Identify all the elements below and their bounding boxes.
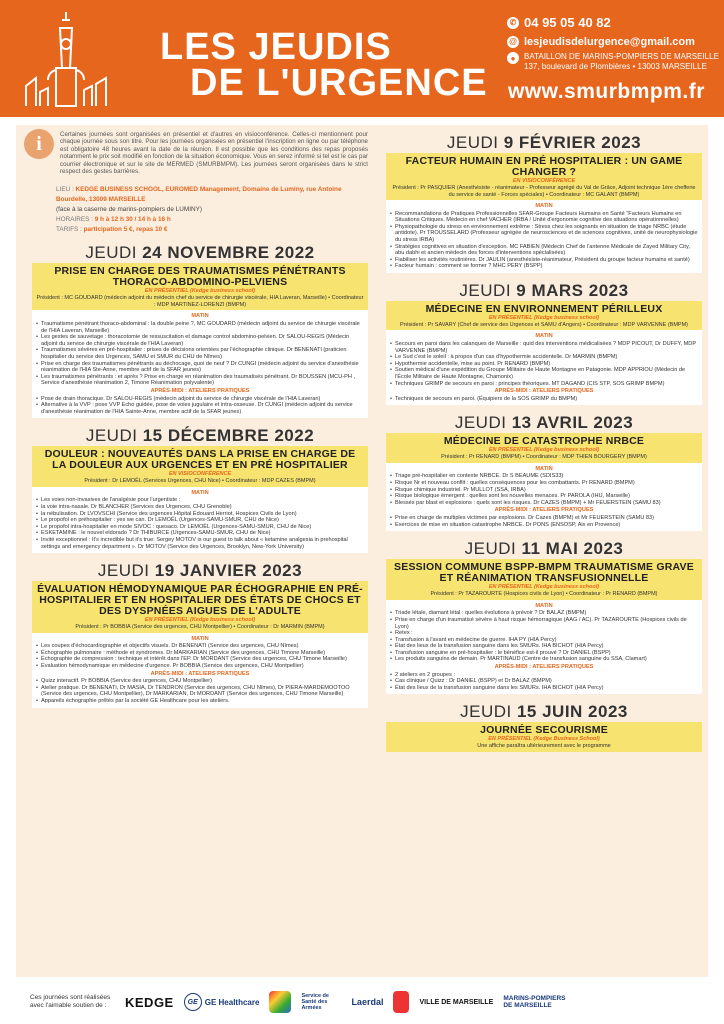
day-note: Une affiche paraîtra ultérieurement avec le programme [477,743,611,750]
price-value: participation 5 €, repas 10 € [83,226,168,234]
list-item: • Techniques GRIMP de secours en paroi : principes théoriques. MT DAGAND (CIS STP, SOS GRIMP BMPM) [390,381,698,388]
matin-label: MATIN [535,333,553,340]
list-item: • Risque biologique émergent : quelles sont les nouvelles menaces. Pr PAROLA (IHU, Marseille) [390,493,698,500]
header-banner [0,0,724,117]
list-item: • Traumatisme pénétrant thoraco-abdominal : la double peine ?, MC GOUDARD (médecin adjoint du service de chirurgie viscérale de l'HIA Laveran, Marseille) [36,321,364,334]
day-subject: ÉVALUATION HÉMODYNAMIQUE PAR ÉCHOGRAPHIE EN PRÉ-HOSPITALIER ET EN HOSPITALIER DES ÉTATS DE CHOCS ET DES DYSPNÉES AIGUES DE L'ADULTE [37,583,363,618]
day-subject-box [386,722,702,752]
matin-list [390,341,698,387]
ge-label: GE Healthcare [204,997,260,1007]
day-subject: MÉDECINE EN ENVIRONNEMENT PÉRILLEUX [425,302,663,315]
day-mode: EN PRÉSENTIEL (Kedge business school) [144,617,256,624]
day-date-value: 9 MARS 2023 [516,280,629,300]
day-mode: EN PRÉSENTIEL (Kedge Business School) [488,736,600,743]
day-president: Président : Pr TAZAROURTE (Hospices civils de Lyon) • Coordinateur : Pr RENARD (BMPM) [430,591,658,598]
day-date-value: 15 DÉCEMBRE 2022 [142,426,315,446]
list-item: • ESKETAMINE : le nouvel eldorado ? Dr THIBURCE (Urgences-SAMU-SMUR, CHU de Nice) [36,530,364,537]
day-subject-box [386,433,702,463]
phone-icon: ✆ [507,17,519,29]
matin-label: MATIN [535,602,553,609]
day-date [386,413,702,433]
left-day-list [32,243,368,707]
day-mode: EN VISIOCONFÉRENCE [512,178,576,184]
list-item: • Prise en charge de multiples victimes par explosions. Dr Cazes (BMPM) et Mr FEUERSTEIN (SAMU 83) [390,515,698,522]
day-date-value: 24 NOVEMBRE 2022 [142,243,315,263]
list-item: • Stratégies cognitives en situation d'exception. MC FABIEN (Médecin Chef de l'antenne Médicale de Zayed Military City, abu dabhi et ancien médecin des forces d'interventions spécialisées) [390,244,698,257]
list-item: • Prise en charge d'un traumatisé sévère à haut risque hémorragique (AAG / AC). Pr TAZAROURTE (Hospices civils de Lyon) [390,617,698,630]
day-mode: EN PRÉSENTIEL (Kedge business school) [488,584,600,591]
list-item: • Secours en paroi dans les calanques de Marseille : quid des interventions médicalisées ? MDP PICOUT, Dr DUFFY, MDP VARVENNE (BMPM) [390,341,698,354]
list-item: • État des lieux de la transfusion sanguine dans les SMURs. IHA BICHOT (HIA Percy) [390,685,698,692]
day-subject: JOURNÉE SECOURISME [480,724,608,737]
day-program [386,330,702,405]
location-icon: ● [507,52,519,64]
day-date [32,561,368,581]
content-area [16,125,708,977]
ville-marseille-logo: VILLE DE MARSEILLE [419,998,494,1006]
day-date [32,243,368,263]
day-subject-box [386,301,702,331]
lighthouse-logo-icon [18,8,114,108]
list-item: • la nébulisation. Dr LVOVSCHI (Service des urgences Hôpital Édouard Herriot, Hospices Civils de Lyon) [36,511,364,518]
list-item: • Les coupes d'échocardiographie et objectifs visuels. Dr BENENATI (Service des urgences, CHU Nîmes) [36,643,364,650]
list-item: • Le propofol en préhospitalier : yes we can. Dr LEMOËL (Urgences-SAMU-SMUR, CHU de Nice) [36,517,364,524]
matin-list [390,473,698,506]
day-weekday: JEUDI [85,426,138,446]
list-item: • Le Sud c'est le soleil : à propos d'un cas d'hypothermie accidentelle. Dr MARMIN (BMPM) [390,354,698,361]
day-block [32,243,368,418]
list-item: • Alternative à la VVP : pose VVP Echo guidée, pose de voies jugulaire et intra-osseuse. Dr CUNGI (médecin adjoint du service d'anesthésie réanimation de l'HIA Sainte-Anne, membre actif de la SFAR jeunes) [36,402,364,415]
right-column [386,125,702,752]
list-item: • État des lieux de la transfusion sanguine dans les SMURs. IHA BICHOT (HIA Percy) [390,643,698,650]
day-date-value: 15 JUIN 2023 [516,702,628,722]
day-program [32,310,368,418]
list-item: • Le propofol intra-hospitalier en mode SIVOC : quesaco. Dr LEMOËL (Urgences-SAMU-SMUR, CHU de Nice) [36,524,364,531]
day-date-value: 13 AVRIL 2023 [511,413,634,433]
list-item: • Traumatismes sévères en pré-hospitalier : prises de décisions orientées par l'échographie clinique. Dr BENENATI (praticien hospitalier du service des Urgences, SAMU et SMUR du CHU de Nîmes) [36,347,364,360]
day-program [32,487,368,553]
eiffel-sponsor-logo-icon [393,991,409,1013]
day-weekday: JEUDI [446,133,499,152]
day-weekday: JEUDI [460,702,512,722]
intro-text: Certaines journées sont organisées en présentiel et d'autres en visioconférence. Celles-ci mentionnent pour chaque journée sous son titre. Pour les journées organisées en présentiel l'inscription en ligne ou par téléphone est obligatoire 48 heures avant la date de la réunion. Il est possible que les conditions des repas proposés notamment le prix soit modifié en fonction de la situation économique. Vous en serez informé si tel est le cas par courrier électronique et sur le site de MERMED (SMURBMPM). Les journées seront organisées dans le strict respect des gestes barrières. [60,131,368,176]
list-item: • Recommandations de Pratiques Professionnelles SFAR-Groupe Facteurs Humains en Santé "Facteurs Humains en Situations Critiques. Médecin en chef VACHER (IRBA / Unité d'ergonomie cognitive des situations opérationnelles) [390,211,698,224]
email-icon: @ [507,36,519,48]
ssa-logo: Service de Santé des Armées [301,993,329,1011]
list-item: • Risque Nr et nouveau conflit : quelles conséquences pour les combattants. Pr RENARD (BMPM) [390,480,698,487]
laerdal-logo: Laerdal [351,997,384,1007]
day-date-value: 11 MAI 2023 [521,539,624,559]
day-president: Président : Pr SAVARY (Chef de service des Urgences et SAMU d'Angers) • Coordinateur : MDP VARVENNE (BMPM) [399,321,689,328]
day-subject-box [32,446,368,487]
hours-value: 9 h à 12 h 30 / 14 h à 16 h [94,216,171,224]
day-program [386,600,702,695]
day-date [32,426,368,446]
price-label: TARIFS : [56,226,82,234]
hours-label: HORAIRES : [56,216,93,224]
day-program [386,200,702,273]
matin-label: MATIN [191,313,209,320]
day-block [386,281,702,405]
list-item: • Les produits sanguins de demain. Pr MARTINAUD (Centre de transfusion sanguine du SSA, Clamart) [390,656,698,663]
day-president: Président : Pr BOBBIA (Service des urgences, CHU Montpellier) • Coordinateur : Dr MARMIN (BMPM) [75,624,325,631]
matin-list [36,497,364,550]
info-icon: i [24,129,54,159]
day-weekday: JEUDI [454,413,507,433]
matin-label: MATIN [535,465,553,472]
list-item: • Transfusion sanguine en pré-hospitalier : le bénéfice est-il prouvé ? Dr DANIEL (BSPP) [390,650,698,657]
list-item: • Prise en charge des traumatismes pénétrants au déchocage, quoi de neuf ? Dr CUNGI (médecin adjoint du service d'anesthésie réanimation de l'HIA Ste-Anne, membre actif de la SFAR jeunes) [36,361,364,374]
list-item: • Exercices de mise en situation catastrophe NRBCE. Dr PONS (ENSOSP, Aix en Provence) [390,522,698,529]
day-president: Président : Dr LEMOËL (Services Urgences, CHU Nice) • Coordinateur : MDP CAZES (BMPM) [84,478,316,485]
day-block [386,539,702,694]
day-date-value: 19 JANVIER 2023 [154,561,303,581]
apm-label: APRÈS-MIDI : ATELIERS PRATIQUES [150,387,250,394]
day-weekday: JEUDI [97,561,150,581]
list-item: • Pose de drain thoracique. Dr SALOU-REGIS (médecin adjoint du service de chirurgie viscérale de l'HIA Laveran) [36,396,364,403]
day-program [32,633,368,708]
apm-list [36,396,364,416]
address-line1: BATAILLON DE MARINS-POMPIERS DE MARSEILLE [524,52,719,61]
day-date [386,539,702,559]
email-address[interactable]: lesjeudisdelurgence@gmail.com [524,35,695,48]
list-item: • Soutien médical d'une expédition du Groupe Militaire de Haute Montagne en Patagonie. MDP APPRIOU (Médecin de l'École Militaire de Haute Montagne, Chamonix) [390,367,698,380]
list-item: • Cas clinique / Quizz : Dr DANIEL (BSPP) et Dr BALAZ (BMPM) [390,678,698,685]
list-item: • Échographie de compression : technique et intérêt dans l'EP. Dr MORDANT (Service des urgences, CHU Timone Marseille) [36,656,364,663]
phone-number[interactable]: 04 95 05 40 82 [524,15,611,30]
list-item: • Fiabiliser les activités routinières. Dr JAULIN (anesthésiste-réanimateur, Président du groupe facteur humains et santé) [390,257,698,264]
day-subject: DOULEUR : NOUVEAUTÉS DANS LA PRISE EN CHARGE DE LA DOULEUR AUX URGENCES ET EN PRÉ HOSPITALIER [44,448,356,472]
kedge-logo: KEDGE [125,994,174,1010]
apm-label: APRÈS-MIDI : ATELIERS PRATIQUES [494,507,594,514]
list-item: • Les voies non-invasives de l'analgésie pour l'urgentiste : [36,497,364,504]
page-title-line2: DE L'URGENCE [190,62,488,104]
list-item: • Échographie pulmonaire : méthode et syndromes. Dr MARKARIAN (Service des urgences, CHU Timone Marseille) [36,650,364,657]
list-item: • Triade létale, diamant létal : quelles évolutions à prévoir ? Dr BALAZ (BMPM) [390,610,698,617]
day-block [386,133,702,273]
day-subject: PRISE EN CHARGE DES TRAUMATISMES PÉNÉTRANTS THORACO-ABDOMINO-PELVIENS [54,265,346,289]
apm-list [390,672,698,692]
list-item: • Hypothermie accidentelle, mise au point. Pr RENARD (BMPM) [390,361,698,368]
list-item: • Atelier pratique. Dr BENENATI, Dr MASIA, Dr TENDRON (Service des urgences, CHU Nîmes), Dr PIERA-MARDEMOOTOO (Service des urgences, CHU Montpellier), Dr MARKARIAN, Dr MORDANT (Service des urgences, CHU Timone Marseille) [36,685,364,698]
contact-block [507,14,719,74]
venue-value: KEDGE BUSINESS SCHOOL, EUROMED Management, Domaine de Luminy, rue Antoine Bourdelle, 13009 MARSEILLE [56,186,342,204]
day-president: Président : Pr RENARD (BMPM) • Coordinateur : MDP THIEN BOURGERY (BMPM) [441,454,647,461]
list-item: • Physiopathologie du stress en environnement extrême : Stress chez les soignants en situation de triage NRBC (étude antidote). Pr TROUSSELARD (Professeur agrégée de neurosciences et de sciences cognitives, unité de neurophysiologie du stress IRBA) [390,224,698,244]
website-link[interactable]: www.smurbmpm.fr [508,80,705,103]
list-item: • Les gestes de sauvetage : thoracotomie de ressuscitation et damage control abdomino-pelvien. Dr SALOU-REGIS (Médecin adjoint du service de chirurgie viscérale de l'HIA Laveran) [36,334,364,347]
apm-list [390,515,698,528]
list-item: • Triage pré-hospitalier en contexte NRBCE. Dr S BEAUME (SDIS33) [390,473,698,480]
day-subject-box [386,559,702,600]
day-date [386,133,702,153]
day-subject: SESSION COMMUNE BSPP-BMPM TRAUMATISME GRAVE ET RÉANIMATION TRANSFUSIONNELLE [394,561,694,585]
list-item: • Évaluation hémodynamique en médecine d'urgence. Pr BOBBIA (Service des urgences, CHU Montpellier) [36,663,364,670]
address [524,52,719,72]
list-item: • Quizz interactif. Pr BOBBIA (Service des urgences, CHU Montpellier) [36,678,364,685]
day-president: Président : MC GOUDARD (médecin adjoint du médecin chef du service de chirurgie viscérale, HIA Laveran, Marseille) • Coordinateur : MDP MARTINEZ-LORENZI (BMPM) [36,295,364,308]
venue-label: LIEU : [56,186,74,194]
day-weekday: JEUDI [459,280,512,300]
apm-list [390,396,698,403]
day-weekday: JEUDI [85,243,137,263]
day-date [386,702,702,722]
apm-list [36,678,364,704]
list-item: • Retex : [390,630,698,637]
list-item: • la voie intra-nasale. Dr BLANCHER (Services des Urgences, CHU Grenoble) [36,504,364,511]
matin-list [36,321,364,387]
list-item: • 2 ateliers en 2 groupes : [390,672,698,679]
list-item: • Les traumatismes pénétrants : et après ? Prise en charge en réanimation des traumatisés pénétrant. Dr BOUSSEN (MCU-PH , Service d'anesthésie réanimation 2, Timone Réanimation polyvalente) [36,374,364,387]
apm-label: APRÈS-MIDI : ATELIERS PRATIQUES [494,388,594,395]
list-item: • Techniques de secours en paroi. (Équipiers de la SOS GRIMP du BMPM) [390,396,698,403]
day-block [386,413,702,531]
list-item: • Appareils échographie prêtés par la société GE Healthcare pour les ateliers. [36,698,364,705]
venue-note: (face à la caserne de marins-pompiers de LUMINY) [56,206,202,214]
marins-pompiers-logo: MARINS-POMPIERS DE MARSEILLE [503,995,566,1009]
day-block [386,702,702,752]
day-weekday: JEUDI [464,539,517,559]
day-mode: EN PRÉSENTIEL (Kedge business school) [144,288,256,295]
colorful-sponsor-logo-icon [269,991,291,1013]
apm-label: APRÈS-MIDI : ATELIERS PRATIQUES [494,664,594,671]
matin-list [390,610,698,663]
day-subject: MÉDECINE DE CATASTROPHE NRBCE [443,435,645,448]
day-subject-box [386,153,702,200]
sponsor-footer [0,980,724,1024]
day-mode: EN VISIOCONFÉRENCE [168,471,232,478]
list-item: • Blessés par blast et explosions : quels sont les risques. Dr CAZES (BMPM) + Mr FEUERSTEIN (SAMU 83) [390,500,698,507]
apm-label: APRÈS-MIDI : ATELIERS PRATIQUES [150,670,250,677]
day-subject-box [32,581,368,633]
day-subject-box [32,263,368,310]
day-subject: FACTEUR HUMAIN EN PRÉ HOSPITALIER : UN GAME CHANGER ? [405,155,683,178]
matin-label: MATIN [191,489,209,496]
day-mode: EN PRÉSENTIEL (Kedge business school) [488,447,600,454]
day-program [386,463,702,531]
list-item: • Risque chimique industriel. Pr MULLOT (SSA, IRBA) [390,487,698,494]
list-item: • Transfusion à l'avant en médecine de guerre. IHA PY (HIA Percy) [390,637,698,644]
ge-icon: GE [184,993,202,1011]
matin-list [36,643,364,669]
list-item: • Invité exceptionnel : It's incredible but it's true: Sergey MOTOV is our guest to talk about « ketamine analgesia in prehospital settings and emergency department ». Dr MOTOV (Service des Urgences, Brooklyn, New-York University) [36,537,364,550]
day-date-value: 9 FÉVRIER 2023 [503,133,642,152]
page-title-line1: LES JEUDIS [160,26,392,68]
day-mode: EN PRÉSENTIEL (Kedge business school) [488,314,600,321]
list-item: • Facteur humain : comment se former ? MHC PERY (BSPP) [390,263,698,270]
sponsor-text: Ces journées sont réalisées avec l'aimable soutien de : [30,994,111,1009]
left-column [32,125,368,708]
address-line2: 137, boulevard de Plombières • 13003 MARSEILLE [524,62,707,71]
day-block [32,561,368,707]
ge-healthcare-logo [184,993,260,1011]
matin-label: MATIN [191,635,209,642]
day-president: Président : Pr PASQUIER (Anesthésiste - réanimateur - Professeur agrégé du Val de Grâce, Adjoint technique 1ère chefferie du service de santé - Forces spéciales) • Coordinateur : MC GALANT (BMPM) [392,185,696,198]
matin-list [390,211,698,270]
matin-label: MATIN [535,203,553,209]
day-date [386,281,702,301]
right-day-list [386,133,702,752]
venue-info [56,185,368,235]
day-block [32,426,368,553]
